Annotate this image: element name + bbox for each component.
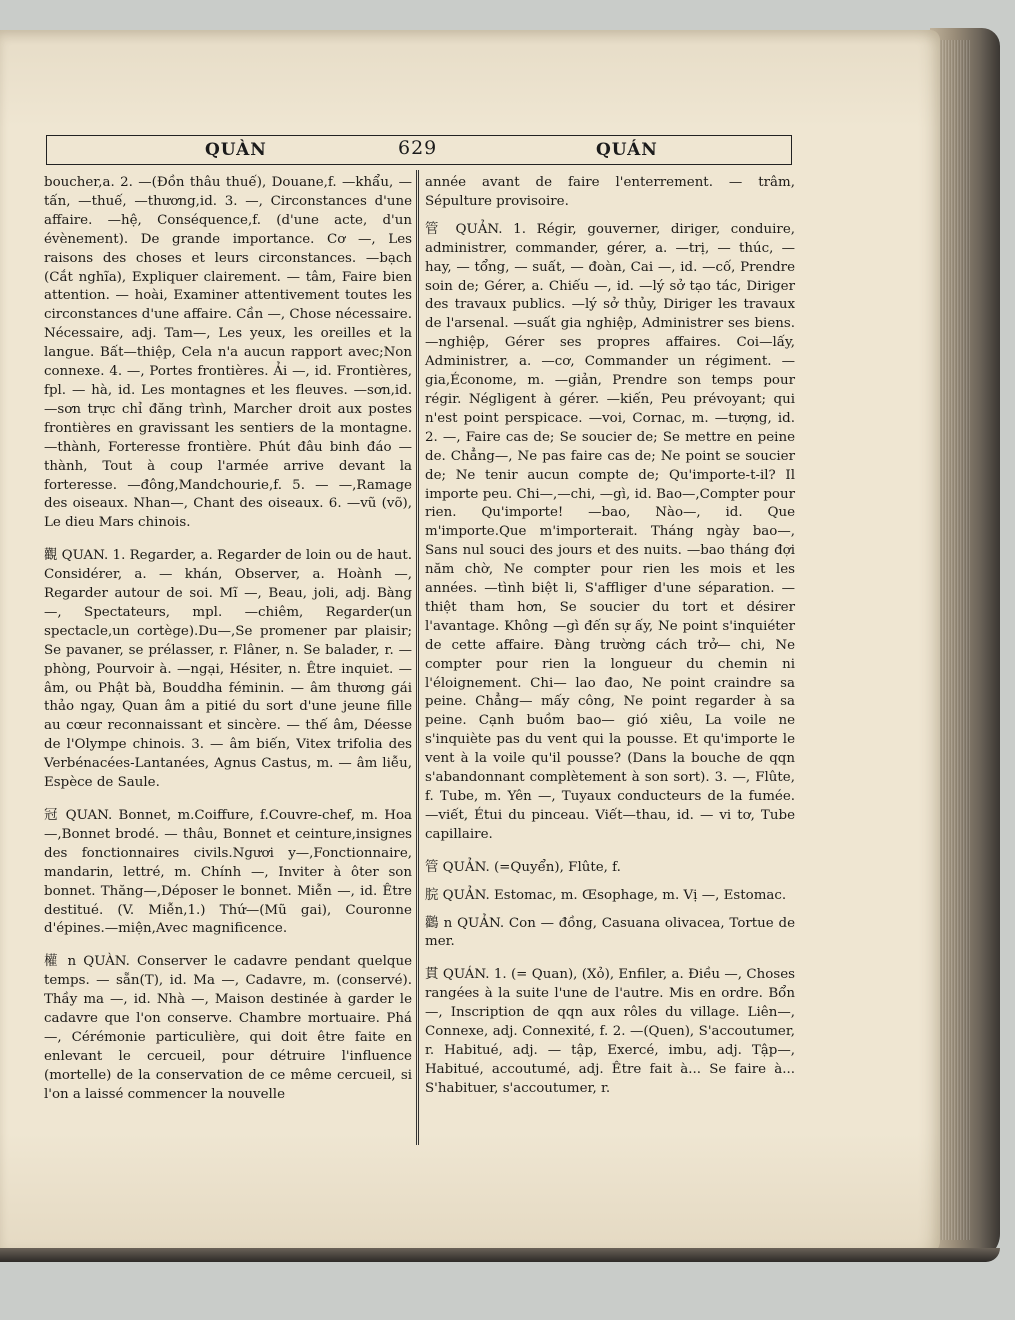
- entry-continuation-right: année avant de faire l'enterrement. — trâm, Sépulture provisoire.: [425, 175, 795, 209]
- entry-continuation: boucher,a. 2. —(Đồn thâu thuế), Douane,f. —khẩu, —tấn, —thuế, —thương,id. 3. —, Circonstances d'une affaire. —hệ, Conséquence,f. (d'une acte, d'un évènement). De grande importance. Cơ —, Les raisons des choses et leurs circonstances. —bạch (Cắt nghĩa), Expliquer clairement. — tâm, Faire bien attention. — hoài, Examiner attentivement toutes les circonstances d'une affaire. Cần —, Chose nécessaire. Nécessaire, adj. Tam—, Les yeux, les oreilles et la langue. Bất—thiệp, Cela n'a aucun rapport avec;Non connexe. 4. —, Portes frontières. Ải —, id. Frontières, fpl. — hà, id. Les montagnes et les fleuves. —sơn,id. —sơn trực chỉ đăng trình, Marcher droit aux postes frontières en gravissant les sentiers de la montagne. —thành, Forteresse frontière. Phút đâu binh đáo — thành, Tout à coup l'armée arrive devant la forteresse. —đông,Mandchourie,f. 5. — —,Ramage des oiseaux. Nhan—, Chant des oiseaux. 6. —vũ (võ), Le dieu Mars chinois.: [44, 175, 412, 531]
- column-divider: [416, 170, 419, 1145]
- page-number: 629: [398, 137, 438, 159]
- entry-quan-tortue: 鸛 n QUẢN. Con — đồng, Casuana olivacea, Tortue de mer.: [425, 915, 795, 950]
- entry-quan-bonnet: 冠 QUAN. Bonnet, m.Coiffure, f.Couvre-chef, m. Hoa—,Bonnet brodé. — thâu, Bonnet et ceinture,insignes des fonctionnaires civils.Ngươi y—,Fonctionnaire, mandarin, lettré, m. Chính —, Inviter à ôter son bonnet. Thăng—,Déposer le bonnet. Miễn —, id. Être destitué. (V. Miễn,1.) Thứ—(Mũ gai), Couronne d'épines.—miện,Avec magnificence.: [44, 808, 412, 937]
- entry-quan-estomac: 脘 QUẢN. Estomac, m. Œsophage, m. Vị —, Estomac.: [425, 887, 787, 903]
- right-column: [425, 174, 795, 1099]
- entry-quan-flute: 管 QUẢN. (=Quyển), Flûte, f.: [425, 859, 621, 875]
- book-page-edge-lines: [936, 40, 970, 1240]
- entry-quan-regarder: 觀 QUAN. 1. Regarder, a. Regarder de loin ou de haut. Considérer, a. — khán, Observer, a. Hoành —, Regarder autour de soi. Mĩ —, Beau, joli, adj. Bàng —, Spectateurs, mpl. —chiêm, Regarder(un spectacle,un cortège).Du—,Se promener par plaisir; Se pavaner, se prélasser, r. Flâner, n. Se balader, r. — phòng, Pourvoir à. —ngại, Hésiter, n. Être inquiet. — âm, ou Phật bà, Bouddha féminin. — âm thương gái thảo ngay, Quan âm a pitié du sort d'une jeune fille au cœur reconnaissant et sincère. — thế âm, Déesse de l'Olympe chinois. 3. — âm biến, Vitex trifolia des Verbénacées-Lantanées, Agnus Castus, m. — âm liễu, Espèce de Saule.: [44, 548, 412, 791]
- entry-quan-conserver: 權 n QUÀN. Conserver le cadavre pendant quelque temps. — sẵn(T), id. Ma —, Cadavre, m. (conservé). Thầy ma —, id. Nhà —, Maison destinée à garder le cadavre que l'on conserve. Chambre mortuaire. Phá —, Cérémonie particulière, qui doit être faite en enlevant le cercueil, pour détruire l'influence (mortelle) de la conservation de ce même cercueil, si l'on a laissé commencer la nouvelle: [44, 954, 412, 1102]
- running-header-left: QUÀN: [205, 140, 267, 160]
- left-column: [44, 174, 412, 1105]
- entry-quan-regir: 管 QUẢN. 1. Régir, gouverner, diriger, conduire, administrer, commander, gérer, a. —trị, — thúc, — hay, — tổng, — suất, — đoàn, Cai —, id. —cố, Prendre soin de; Gérer, a. Chiếu —, id. —lý sở tạo tác, Diriger des travaux publics. —lý sở thủy, Diriger les travaux de l'arsenal. —suất gia nghiệp, Administrer ses biens. —nghiệp, Gérer ses propres affaires. Coi—lấy, Administrer, a. —cơ, Commander un régiment. —gia,Économe, m. —giản, Prendre son temps pour régir. Négligent à gérer. —kiến, Peu prévoyant; qui n'est point perspicace. —voi, Cornac, m. —tượng, id. 2. —, Faire cas de; Se soucier de; Se mettre en peine de. Chẳng—, Ne pas faire cas de; Ne point se soucier de; Ne tenir aucun compte de; Qu'importe-t-il? Il importe peu. Chi—,—chi, —gì, id. Bao—,Compter pour rien. Qu'importe! —bao, Nào—, id. Que m'importe.Que m'importerait. Tháng ngày bao—, Sans nul souci des jours et des nuits. —bao tháng đợi năm chờ, Ne compter pour rien les mois et les années. —tình biệt li, S'affliger d'une séparation. —thiệt tham hơn, Se soucier du tort et désirer l'avantage. Không —gì đến sự ấy, Ne point s'inquiéter de cette affaire. Đàng trường cách trở— chi, Ne compter pour rien la longueur du chemin ni l'éloignement. Chi— lao đao, Ne point craindre sa peine. Chẳng— mấy công, Ne point regarder à sa peine. Cạnh buồm bao— gió xiêu, La voile ne s'inquiète pas du vent qui la pousse. Et qu'importe le vent à la voile qu'il pousse? (Dans la bouche de qqn s'abandonnant complètement à son sort). 3. —, Flûte, f. Tube, m. Yên —, Tuyaux conducteurs de la fumée. —viết, Étui du pinceau. Viết—thau, id. — vi tơ, Tube capillaire.: [425, 221, 795, 842]
- running-header-right: QUÁN: [596, 140, 658, 160]
- book-cover-bottom: [0, 1248, 1000, 1262]
- entry-quan-enfiler: 貫 QUÁN. 1. (= Quan), (Xỏ), Enfiler, a. Điều —, Choses rangées à la suite l'une de l'autre. Mis en ordre. Bổn —, Inscription de qqn aux rôles du village. Liên—, Connexe, adj. Connexité, f. 2. —(Quen), S'accoutumer, r. Habitué, adj. — tập, Exercé, imbu, adj. Tập—, Habitué, accoutumé, adj. Être fait à... Se faire à... S'habituer, s'accoutumer, r.: [425, 967, 795, 1096]
